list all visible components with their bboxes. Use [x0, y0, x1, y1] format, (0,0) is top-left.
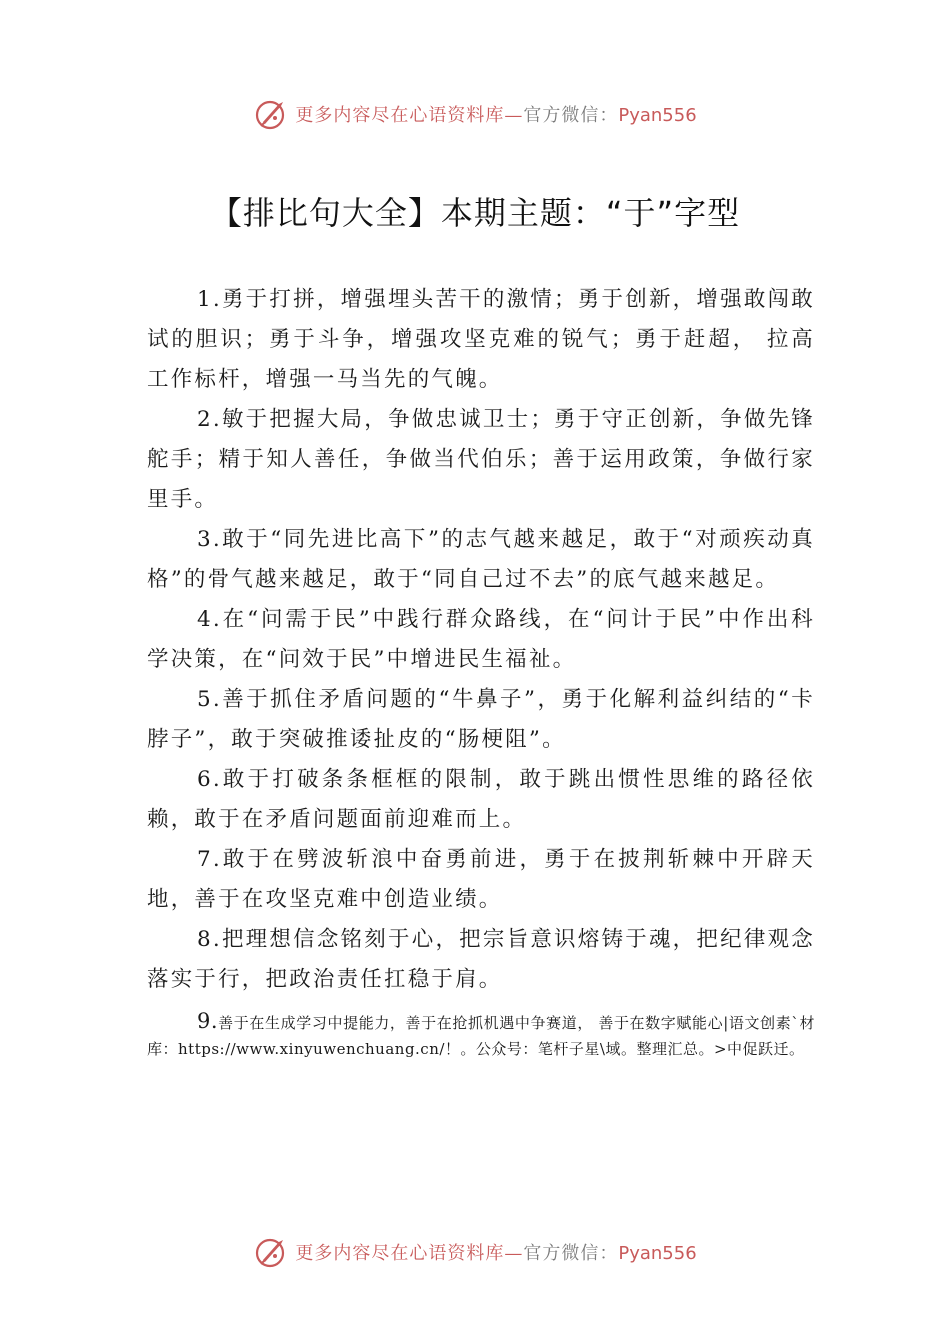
header-banner-text [295, 101, 696, 127]
item-text: 勇于打拼，增强埋头苦干的激情；勇于创新，增强敢闯敢试的胆识；勇于斗争，增强攻坚克难的锐气；勇于赶超， 拉高工作标杆，增强一马当先的气魄。 [147, 287, 815, 392]
footer-banner [0, 1232, 950, 1272]
banner-wechat-id: Pyan556 [618, 105, 697, 126]
item-text: 善于在生成学习中提能力，善于在抢抓机遇中争赛道， 善于在数字赋能心|语文创素`材库：https://www.xinyuwenchuang.cn/！。公众号：笔杆子星\域。整理汇总。>中促跃迁。 [147, 1014, 815, 1058]
list-item [147, 760, 815, 840]
list-item [147, 280, 815, 400]
banner-wechat-label: 官方微信： [523, 1243, 619, 1264]
item-number: 2. [197, 407, 222, 432]
banner-slogan: 更多内容尽在心语资料库— [295, 105, 524, 126]
list-item [147, 600, 815, 680]
item-number: 6. [197, 767, 222, 792]
banner-slogan: 更多内容尽在心语资料库— [295, 1243, 524, 1264]
item-text: 把理想信念铭刻于心，把宗旨意识熔铸于魂，把纪律观念落实于行，把政治责任扛稳于肩。 [147, 927, 815, 992]
banner-wechat-label: 官方微信： [523, 105, 619, 126]
header-banner [0, 94, 950, 134]
item-number: 5. [197, 687, 222, 712]
list-item [147, 400, 815, 520]
item-text: 敢于“同先进比高下”的志气越来越足，敢于“对顽疾动真格”的骨气越来越足，敢于“同自己过不去”的底气越来越足。 [147, 527, 815, 592]
item-number: 7. [197, 847, 222, 872]
document-body [147, 280, 815, 1062]
item-number: 4. [197, 607, 222, 632]
item-number: 8. [197, 927, 222, 952]
item-text: 善于抓住矛盾问题的“牛鼻子”，勇于化解利益纠结的“卡脖子”，敢于突破推诿扯皮的“肠梗阻”。 [147, 687, 815, 752]
footer-banner-text [295, 1239, 696, 1265]
item-number: 3. [197, 527, 222, 552]
item-text: 敢于在劈波斩浪中奋勇前进，勇于在披荆斩棘中开辟天地，善于在攻坚克难中创造业绩。 [147, 847, 815, 912]
list-item [147, 680, 815, 760]
list-item-last [147, 1008, 815, 1062]
item-text: 敢于打破条条框框的限制，敢于跳出惯性思维的路径依赖，敢于在矛盾问题面前迎难而上。 [147, 767, 815, 832]
list-item [147, 520, 815, 600]
item-number: 9. [197, 1009, 219, 1033]
item-text: 在“问需于民”中践行群众路线，在“问计于民”中作出科学决策，在“问效于民”中增进民生福祉。 [147, 607, 815, 672]
banner-wechat-id: Pyan556 [618, 1243, 697, 1264]
list-item [147, 840, 815, 920]
item-text: 敏于把握大局，争做忠诚卫士；勇于守正创新，争做先锋舵手；精于知人善任，争做当代伯乐；善于运用政策，争做行家里手。 [147, 407, 815, 512]
item-number: 1. [197, 287, 222, 312]
quill-pen-logo-icon [253, 96, 289, 132]
page-title: 【排比句大全】本期主题：“于”字型 [209, 194, 741, 232]
list-item [147, 920, 815, 1000]
quill-pen-logo-icon [253, 1234, 289, 1270]
